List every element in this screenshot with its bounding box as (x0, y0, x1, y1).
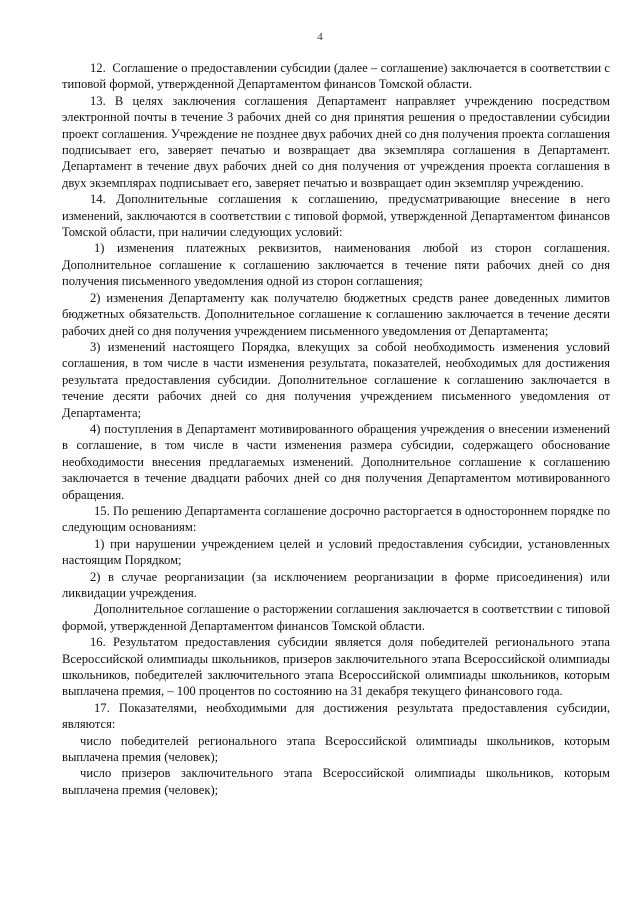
page-number: 4 (317, 31, 323, 43)
paragraph-14-item-3: 3) изменений настоящего Порядка, влекущих за собой необходимость изменения условий соглашения, в том числе в части изменения результата, показателей, необходимых для достижения результата предоставления субсидии. Дополнительное соглашение к соглашению заключается в течение десяти рабочих дней со дня получения учреждением письменного уведомления от Департамента; (62, 339, 610, 420)
paragraph-15-item-2: 2) в случае реорганизации (за исключением реорганизации в форме присоединения) или ликвидации учреждения. (62, 569, 610, 600)
paragraph-16: 16. Результатом предоставления субсидии является доля победителей регионального этапа Всероссийской олимпиады школьников, призеров заключительного этапа Всероссийской олимпиады школьников, победителей заключительного этапа Всероссийской олимпиады школьников, которым выплачена премия, – 100 процентов по состоянию на 31 декабря текущего финансового года. (62, 635, 610, 699)
paragraph-17-item-1: число победителей регионального этапа Всероссийской олимпиады школьников, которым выплачена премия (человек); (62, 733, 610, 765)
paragraph-15-item-1: 1) при нарушении учреждением целей и условий предоставления субсидии, установленных настоящим Порядком; (62, 536, 610, 568)
paragraph-14-item-4: 4) поступления в Департамент мотивированного обращения учреждения о внесении изменений в соглашение, в том числе в части изменения размера субсидии, содержащего обоснование необходимости внесения предлагаемых изменений. Дополнительное соглашение к соглашению заключается в течение двадцати рабочих дней со дня получения Департаментом мотивированного обращения. (62, 421, 610, 502)
paragraph-15: 15. По решению Департамента соглашение досрочно расторгается в одностороннем порядке по следующим основаниям: (62, 503, 610, 535)
paragraph-13: 13. В целях заключения соглашения Департамент направляет учреждению посредством электронной почты в течение 3 рабочих дней со дня принятия решения о предоставлении субсидии проект соглашения. Учреждение не позднее двух рабочих дней со дня получения проекта соглашения подписывает его, заверяет печатью и возвращает два экземпляра соглашения в Департамент. Департамент в течение двух рабочих дней со дня получения от учреждения проекта соглашения в двух экземплярах подписывает его, заверяет печатью и возвращает один экземпляр учреждению. (62, 93, 610, 190)
paragraph-15-note: Дополнительное соглашение о расторжении соглашения заключается в соответствии с типовой формой, утвержденной Департаментом финансов Томской области. (62, 602, 610, 633)
document-body (62, 60, 610, 798)
paragraph-17-item-2: число призеров заключительного этапа Всероссийской олимпиады школьников, которым выплачена премия (человек); (62, 766, 610, 797)
paragraph-14: 14. Дополнительные соглашения к соглашению, предусматривающие внесение в него изменений, заключаются в соответствии с типовой формой, утвержденной Департаментом финансов Томской области, при наличии следующих условий: (62, 192, 610, 240)
paragraph-14-item-1: 1) изменения платежных реквизитов, наименования любой из сторон соглашения. Дополнительное соглашение к соглашению заключается в течение пяти рабочих дней со дня получения письменного уведомления одной из сторон соглашения; (62, 241, 610, 289)
paragraph-17: 17. Показателями, необходимыми для достижения результата предоставления субсидии, являются: (62, 700, 610, 732)
paragraph-12: 12. Соглашение о предоставлении субсидии (далее – соглашение) заключается в соответствии с типовой формой, утвержденной Департаментом финансов Томской области. (62, 61, 610, 92)
paragraph-14-item-2: 2) изменения Департаменту как получателю бюджетных средств ранее доведенных лимитов бюджетных обязательств. Дополнительное соглашение к соглашению заключается в течение десяти рабочих дней со дня получения учреждением письменного уведомления от Департамента; (62, 290, 610, 338)
